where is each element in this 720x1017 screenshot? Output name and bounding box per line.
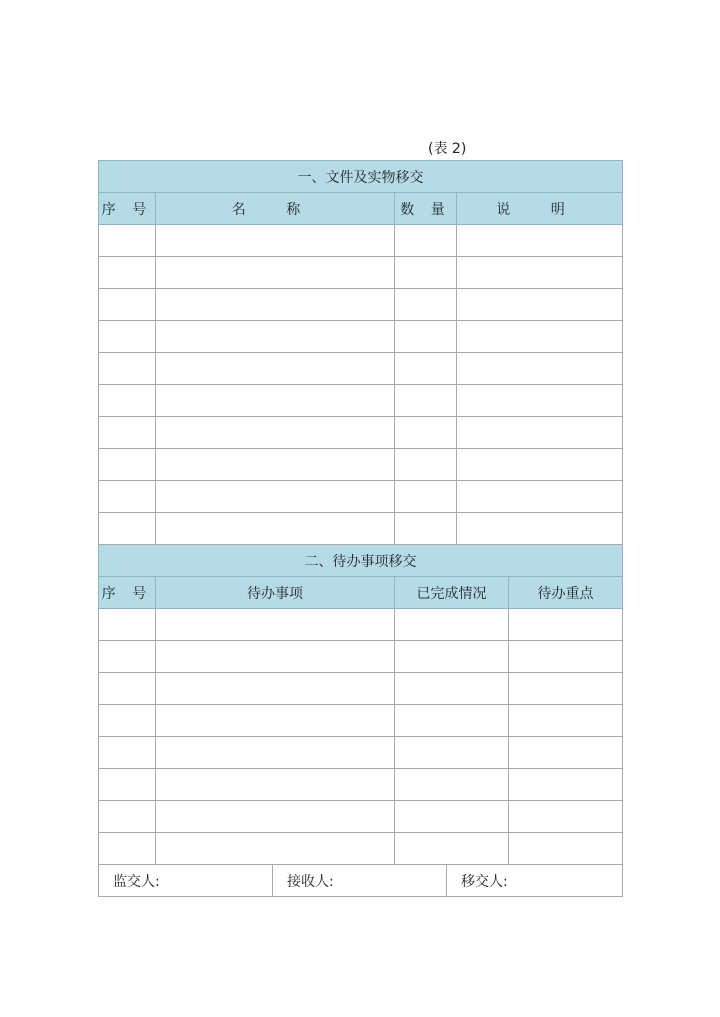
- section2-table-cell: [395, 673, 509, 705]
- section2-table-cell: [395, 641, 509, 673]
- supervisor-signature-field: 监交人:: [99, 865, 273, 897]
- section1-table-cell: [99, 449, 156, 481]
- section2-table-cell: [99, 833, 156, 865]
- section1-table-cell: [457, 289, 623, 321]
- section1-title-row: [99, 161, 623, 193]
- section1-title: 一、文件及实物移交: [99, 161, 623, 193]
- section1-table-cell: [156, 321, 395, 353]
- section1-table-cell: [156, 481, 395, 513]
- handover-form: [98, 160, 622, 897]
- section2-table-cell: [156, 769, 395, 801]
- section1-table-cell: [156, 225, 395, 257]
- section1-table-cell: [457, 513, 623, 545]
- section2-table-cell: [509, 641, 623, 673]
- section1-table-cell: [99, 257, 156, 289]
- section1-table-cell: [457, 353, 623, 385]
- section1-table-row: [99, 353, 623, 385]
- section1-table-cell: [99, 289, 156, 321]
- section2-table-row: [99, 609, 623, 641]
- section2-header-pending-items: 待办事项: [156, 577, 395, 609]
- section2-table-row: [99, 641, 623, 673]
- section1-table-row: [99, 481, 623, 513]
- section1-header-row: [99, 193, 623, 225]
- section1-table-cell: [395, 449, 457, 481]
- section1-header-quantity: 数 量: [395, 193, 457, 225]
- section1-table-row: [99, 321, 623, 353]
- section1-table-cell: [156, 417, 395, 449]
- section2-table-cell: [509, 673, 623, 705]
- section2-table-cell: [156, 673, 395, 705]
- section1-table-cell: [99, 321, 156, 353]
- section2-table-cell: [395, 609, 509, 641]
- section2-table-cell: [156, 609, 395, 641]
- section1-table-cell: [156, 513, 395, 545]
- signature-row: [98, 864, 623, 897]
- section1-table-row: [99, 417, 623, 449]
- section2-table-cell: [156, 801, 395, 833]
- section2-table-cell: [509, 769, 623, 801]
- section1-header-index: 序 号: [99, 193, 156, 225]
- section2-table-cell: [509, 705, 623, 737]
- section1-table-cell: [457, 481, 623, 513]
- section1-table-cell: [457, 449, 623, 481]
- section1-table-cell: [395, 417, 457, 449]
- section1-header-name: 名 称: [156, 193, 395, 225]
- section1-table-cell: [457, 225, 623, 257]
- section2-table-cell: [99, 737, 156, 769]
- section2-table-cell: [509, 833, 623, 865]
- section2-table-row: [99, 833, 623, 865]
- section2-table-row: [99, 673, 623, 705]
- section2-table-cell: [395, 801, 509, 833]
- section2-table-cell: [99, 769, 156, 801]
- section1-table-cell: [156, 289, 395, 321]
- section1-table-row: [99, 289, 623, 321]
- section2-header-pending-focus: 待办重点: [509, 577, 623, 609]
- section1-table-cell: [395, 481, 457, 513]
- section2-table-cell: [99, 801, 156, 833]
- section1-table-cell: [156, 353, 395, 385]
- section2-table-cell: [156, 737, 395, 769]
- section2-header-completed-status: 已完成情况: [395, 577, 509, 609]
- section2-header-index: 序 号: [99, 577, 156, 609]
- section2-title-row: [99, 545, 623, 577]
- section1-table-cell: [99, 353, 156, 385]
- section1-table-cell: [395, 225, 457, 257]
- section1-table-cell: [395, 385, 457, 417]
- section2-table-cell: [395, 833, 509, 865]
- handover-table: [98, 160, 623, 865]
- section2-table-cell: [395, 705, 509, 737]
- section1-table-cell: [395, 353, 457, 385]
- section1-table-cell: [99, 385, 156, 417]
- section1-table-cell: [395, 257, 457, 289]
- section1-table-cell: [99, 225, 156, 257]
- section1-table-cell: [457, 321, 623, 353]
- section1-table-cell: [457, 257, 623, 289]
- section2-table-cell: [99, 641, 156, 673]
- section1-table-cell: [99, 481, 156, 513]
- section1-table-row: [99, 257, 623, 289]
- section2-table-row: [99, 801, 623, 833]
- section2-table-cell: [156, 705, 395, 737]
- section2-table-row: [99, 705, 623, 737]
- section2-table-cell: [395, 769, 509, 801]
- section1-table-row: [99, 225, 623, 257]
- handover-signature-field: 移交人:: [447, 865, 623, 897]
- section1-table-cell: [156, 257, 395, 289]
- section2-title: 二、待办事项移交: [99, 545, 623, 577]
- section2-header-row: [99, 577, 623, 609]
- section1-table-cell: [99, 513, 156, 545]
- section1-table-cell: [457, 385, 623, 417]
- section1-table-row: [99, 449, 623, 481]
- section1-table-cell: [395, 513, 457, 545]
- section2-table-cell: [395, 737, 509, 769]
- section2-table-cell: [509, 609, 623, 641]
- section2-table-cell: [156, 833, 395, 865]
- section1-table-row: [99, 385, 623, 417]
- section1-table-cell: [99, 417, 156, 449]
- section2-table-row: [99, 737, 623, 769]
- section2-table-cell: [99, 609, 156, 641]
- receiver-signature-field: 接收人:: [273, 865, 447, 897]
- section1-table-cell: [457, 417, 623, 449]
- section2-table-cell: [509, 737, 623, 769]
- section2-table-cell: [99, 705, 156, 737]
- section2-table-row: [99, 769, 623, 801]
- section2-table-cell: [509, 801, 623, 833]
- section2-table-cell: [156, 641, 395, 673]
- section2-table-cell: [99, 673, 156, 705]
- section1-table-row: [99, 513, 623, 545]
- section1-table-cell: [156, 449, 395, 481]
- section1-header-description: 说 明: [457, 193, 623, 225]
- section1-table-cell: [156, 385, 395, 417]
- table-caption: (表 2): [428, 141, 467, 157]
- section1-table-cell: [395, 321, 457, 353]
- section1-table-cell: [395, 289, 457, 321]
